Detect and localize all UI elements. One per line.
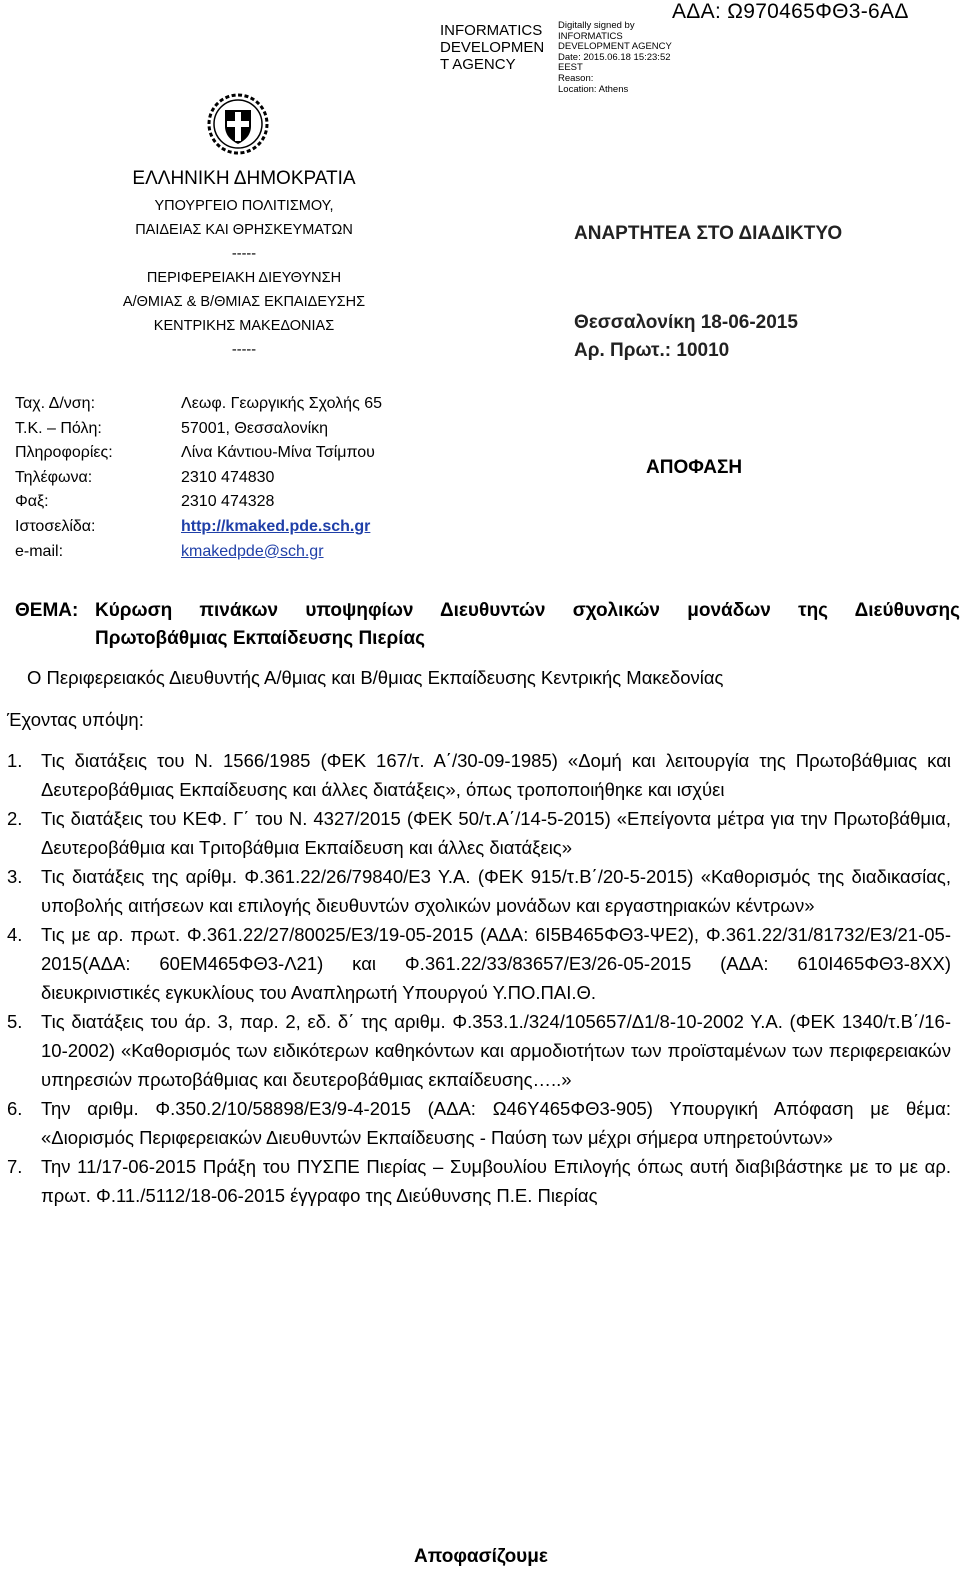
document-date: Θεσσαλονίκη 18-06-2015 bbox=[574, 312, 798, 333]
signature-details bbox=[558, 21, 672, 95]
ministry-separator: ----- bbox=[231, 246, 257, 262]
contact-label: Τηλέφωνα: bbox=[15, 468, 93, 486]
signature-agency-line: INFORMATICS bbox=[440, 22, 543, 39]
ministry-line: ΚΕΝΤΡΙΚΗΣ ΜΑΚΕΔΟΝΙΑΣ bbox=[153, 318, 335, 334]
contact-value: Λίνα Κάντιου-Μίνα Τσίμπου bbox=[181, 444, 375, 462]
subject-line bbox=[15, 597, 960, 625]
contact-value: 2310 474328 bbox=[181, 493, 275, 511]
list-item bbox=[7, 1152, 951, 1210]
contact-info bbox=[15, 392, 382, 564]
contact-label: Πληροφορίες: bbox=[15, 444, 113, 462]
contact-row-city bbox=[15, 417, 382, 442]
director-title: Ο Περιφερειακός Διευθυντής Α/θμιας και Β/θμιας Εκπαίδευσης Κεντρικής Μακεδονίας bbox=[27, 667, 724, 688]
ministry-separator: ----- bbox=[231, 342, 257, 358]
contact-row-info bbox=[15, 441, 382, 466]
list-item-number: 1. bbox=[7, 750, 23, 771]
signature-agency-line: T AGENCY bbox=[440, 56, 516, 73]
contact-label: Τ.Κ. – Πόλη: bbox=[15, 419, 102, 437]
publish-notice: ΑΝΑΡΤΗΤΕΑ ΣΤΟ ΔΙΑΔΙΚΤΥΟ bbox=[574, 223, 843, 244]
subject-text-continued: Πρωτοβάθμιας Εκπαίδευσης Πιερίας bbox=[95, 628, 426, 649]
signature-agency-line: DEVELOPMEN bbox=[440, 39, 545, 56]
ministry-header bbox=[100, 164, 388, 362]
subject-text: Κύρωση πινάκων υποψηφίων Διευθυντών σχολικών μονάδων της Διεύθυνσης bbox=[95, 600, 960, 621]
list-item-text: Τις διατάξεις του άρ. 3, παρ. 2, εδ. δ΄ της αριθμ. Φ.353.1./324/105657/Δ1/8-10-2002 Υ.Α. (ΦΕΚ 1340/τ.Β΄/16-10-2002) «Καθορισμός των ειδικότερων καθηκόντων και αρμοδιοτήτων των προϊσταμένων των περιφερειακών υπηρεσιών πρωτοβάθμιας και δευτεροβάθμιας εκπαίδευσης…..» bbox=[41, 1011, 951, 1090]
list-item bbox=[7, 1094, 951, 1152]
signature-detail-line: Digitally signed by bbox=[558, 20, 635, 31]
ada-code: ΑΔΑ: Ω970465ΦΘ3-6ΑΔ bbox=[672, 0, 909, 23]
list-item-text: Τις διατάξεις του ΚΕΦ. Γ΄ του Ν. 4327/2015 (ΦΕΚ 50/τ.Α΄/14-5-2015) «Επείγοντα μέτρα για την Πρωτοβάθμια, Δευτεροβάθμια και Τριτοβάθμια Εκπαίδευση και άλλες διατάξεις» bbox=[41, 808, 951, 858]
contact-value: Λεωφ. Γεωργικής Σχολής 65 bbox=[181, 395, 383, 412]
considering-heading: Έχοντας υπόψη: bbox=[7, 709, 144, 730]
protocol-number: Αρ. Πρωτ.: 10010 bbox=[574, 340, 730, 361]
considerations-list bbox=[7, 746, 951, 1210]
contact-row-website bbox=[15, 515, 382, 540]
subject-label: ΘΕΜΑ: bbox=[15, 600, 79, 621]
contact-value: 57001, Θεσσαλονίκη bbox=[181, 419, 329, 437]
list-item-text: Την 11/17-06-2015 Πράξη του ΠΥΣΠΕ Πιερίας – Συμβουλίου Επιλογής όπως αυτή διαβιβάστηκε με το με αρ. πρωτ. Φ.11./5112/18-06-2015 έγγραφο της Διεύθυνσης Π.Ε. Πιερίας bbox=[41, 1156, 951, 1206]
signature-detail-line: Date: 2015.06.18 15:23:52 bbox=[558, 51, 671, 63]
email-link[interactable]: kmakedpde@sch.gr bbox=[181, 542, 324, 560]
ministry-line: ΠΑΙΔΕΙΑΣ ΚΑΙ ΘΡΗΣΚΕΥΜΑΤΩΝ bbox=[135, 222, 353, 238]
ministry-line: ΕΛΛΗΝΙΚΗ ΔΗΜΟΚΡΑΤΙΑ bbox=[132, 168, 356, 189]
list-item bbox=[7, 746, 951, 804]
signature-detail-line: EEST bbox=[558, 62, 583, 74]
contact-row-address bbox=[15, 392, 382, 417]
list-item-text: Τις διατάξεις της αρίθμ. Φ.361.22/26/79840/Ε3 Υ.Α. (ΦΕΚ 915/τ.Β΄/20-5-2015) «Καθορισμός της διαδικασίας, υποβολής αιτήσεων και επιλογής διευθυντών σχολικών μονάδων και εργαστηριακών κέντρων» bbox=[41, 866, 951, 916]
signature-detail-line: INFORMATICS bbox=[558, 30, 623, 42]
contact-row-fax bbox=[15, 490, 382, 515]
ministry-line: ΠΕΡΙΦΕΡΕΙΑΚΗ ΔΙΕΥΘΥΝΣΗ bbox=[146, 270, 342, 286]
ministry-line: Α/ΘΜΙΑΣ & Β/ΘΜΙΑΣ ΕΚΠΑΙΔΕΥΣΗΣ bbox=[122, 294, 366, 310]
contact-value: 2310 474830 bbox=[181, 468, 275, 486]
signature-agency bbox=[440, 22, 552, 73]
contact-row-phones bbox=[15, 466, 382, 491]
list-item bbox=[7, 804, 951, 862]
list-item-number: 2. bbox=[7, 808, 23, 829]
decision-heading: Αποφασίζουμε bbox=[414, 1546, 548, 1567]
list-item bbox=[7, 920, 951, 1007]
contact-row-email bbox=[15, 540, 382, 565]
ministry-line: ΥΠΟΥΡΓΕΙΟ ΠΟΛΙΤΙΣΜΟΥ, bbox=[154, 198, 334, 214]
list-item-number: 3. bbox=[7, 866, 23, 887]
list-item-text: Την αριθμ. Φ.350.2/10/58898/Ε3/9-4-2015 (ΑΔΑ: Ω46Υ465ΦΘ3-905) Υπουργική Απόφαση με θέμα: «Διορισμός Περιφερειακών Διευθυντών Εκπαίδευσης - Παύση των μέχρι σήμερα υπηρετούντων» bbox=[41, 1098, 951, 1148]
contact-label: Ταχ. Δ/νση: bbox=[15, 395, 96, 412]
list-item bbox=[7, 1007, 951, 1094]
list-item-number: 7. bbox=[7, 1156, 23, 1177]
list-item bbox=[7, 862, 951, 920]
contact-label: Φαξ: bbox=[15, 493, 49, 511]
subject bbox=[15, 597, 960, 653]
signature-detail-line: DEVELOPMENT AGENCY bbox=[558, 41, 672, 53]
greek-coat-of-arms-icon bbox=[206, 92, 270, 156]
list-item-text: Τις διατάξεις του Ν. 1566/1985 (ΦΕΚ 167/τ. Α΄/30-09-1985) «Δομή και λειτουργία της Πρωτοβάθμιας και Δευτεροβάθμιας Εκπαίδευσης και άλλες διατάξεις», όπως τροποποιήθηκε και ισχύει bbox=[41, 750, 951, 800]
contact-label: e-mail: bbox=[15, 542, 64, 560]
website-link[interactable]: http://kmaked.pde.sch.gr bbox=[181, 517, 371, 535]
list-item-text: Τις με αρ. πρωτ. Φ.361.22/27/80025/Ε3/19-05-2015 (ΑΔΑ: 6Ι5Β465ΦΘ3-ΨΕ2), Φ.361.22/31/81732/Ε3/21-05-2015(ΑΔΑ: 60ΕΜ465ΦΘ3-Λ21) και Φ.361.22/33/83657/Ε3/26-05-2015 (ΑΔΑ: 610Ι465ΦΘ3-8ΧΧ) διευκρινιστικές εγκυκλίους του Αναπληρωτή Υπουργού Υ.ΠΟ.ΠΑΙ.Θ. bbox=[41, 924, 951, 1003]
decision-title: ΑΠΟΦΑΣΗ bbox=[646, 457, 743, 478]
list-item-number: 6. bbox=[7, 1098, 23, 1119]
list-item-number: 5. bbox=[7, 1011, 23, 1032]
contact-label: Ιστοσελίδα: bbox=[15, 517, 96, 535]
signature-detail-line: Location: Athens bbox=[558, 83, 629, 95]
list-item-number: 4. bbox=[7, 924, 23, 945]
signature-detail-line: Reason: bbox=[558, 72, 594, 84]
